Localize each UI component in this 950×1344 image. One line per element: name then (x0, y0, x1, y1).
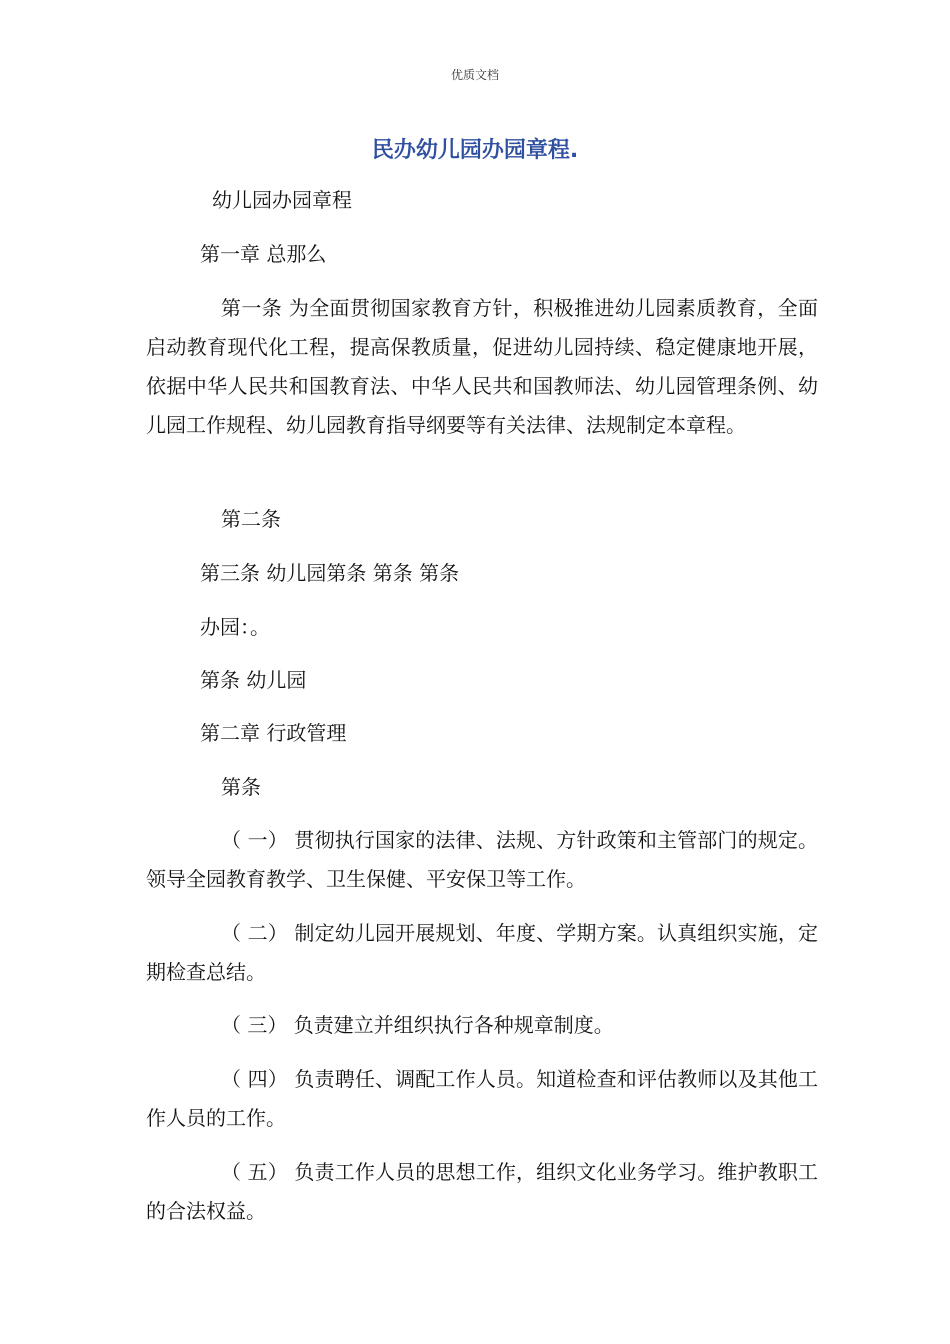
item-1-paragraph: （ 一） 贯彻执行国家的法律、法规、方针政策和主管部门的规定。领导全园教育教学、卫生保健、平安保卫等工作。 (146, 828, 818, 891)
article-kindergarten: 第条 幼儿园 (200, 668, 307, 692)
document-title: 民办幼儿园办园章程. (371, 138, 579, 163)
banyuan-line: 办园：。 (200, 615, 270, 639)
item-4-paragraph: （ 四） 负责聘任、调配工作人员。知道检查和评估教师以及其他工作人员的工作。 (146, 1067, 818, 1130)
subtitle: 幼儿园办园章程 (212, 188, 352, 212)
article-2: 第二条 (221, 507, 281, 531)
page-header: 优质文档 (450, 68, 499, 82)
item-3-paragraph: （ 三） 负责建立并组织执行各种规章制度。 (221, 1013, 614, 1037)
article-blank: 第条 (221, 775, 261, 799)
item-5-paragraph: （ 五） 负责工作人员的思想工作，组织文化业务学习。维护教职工的合法权益。 (146, 1160, 818, 1223)
item-2-paragraph: （ 二） 制定幼儿园开展规划、年度、学期方案。认真组织实施，定期检查总结。 (146, 921, 818, 984)
chapter-1-heading: 第一章 总那么 (200, 242, 327, 266)
article-1-paragraph: 第一条 为全面贯彻国家教育方针，积极推进幼儿园素质教育，全面启动教育现代化工程，提高保教质量，促进幼儿园持续、稳定健康地开展，依据中华人民共和国教育法、中华人民共和国教师法、幼儿园管理条例、幼儿园工作规程、幼儿园教育指导纲要等有关法律、法规制定本章程。 (146, 296, 818, 437)
chapter-2-heading: 第二章 行政管理 (200, 721, 347, 745)
article-3: 第三条 幼儿园第条 第条 第条 (200, 561, 460, 585)
